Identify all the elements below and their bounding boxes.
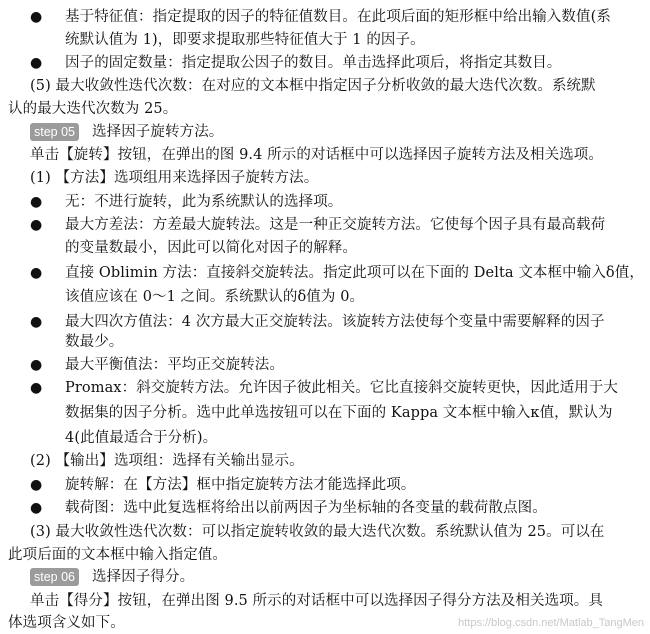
text-line: 基于特征值：指定提取的因子的特征值数目。在此项后面的矩形框中给出输入数值(系 [65, 9, 611, 25]
text-line: (5) 最大收敛性迭代次数：在对应的文本框中指定因子分析收敛的最大迭代次数。系统默 [30, 78, 596, 94]
bullet-icon: ● [30, 55, 43, 71]
bullet-icon: ● [30, 194, 43, 210]
text-line: 单击【得分】按钮，在弹出图 9.5 所示的对话框中可以选择因子得分方法及相关选项。具 [30, 593, 603, 609]
text-line: 无：不进行旋转，此为系统默认的选择项。 [65, 194, 343, 210]
text-line: 的变量数最小，因此可以简化对因子的解释。 [65, 240, 357, 256]
bullet-icon: ● [30, 357, 43, 373]
text-line: 该值应该在 0～1 之间。系统默认的δ值为 0。 [65, 289, 365, 305]
text-line: 单击【旋转】按钮，在弹出的图 9.4 所示的对话框中可以选择因子旋转方法及相关选项。 [30, 147, 603, 163]
text-line: (3) 最大收敛性迭代次数：可以指定旋转收敛的最大迭代次数。系统默认值为 25。可以在 [30, 524, 605, 540]
text-line: 最大方差法：方差最大旋转法。这是一种正交旋转方法。它使每个因子具有最高载荷 [65, 217, 606, 233]
bullet-icon: ● [30, 477, 43, 493]
text-line: 数最少。 [65, 334, 124, 350]
bullet-icon: ● [30, 217, 43, 233]
text-line: 旋转解：在【方法】框中指定旋转方法才能选择此项。 [65, 477, 416, 493]
text-line: 最大平衡值法：平均正交旋转法。 [65, 357, 284, 373]
bullet-icon: ● [30, 265, 43, 281]
text-line: 统默认值为 1)，即要求提取那些特征值大于 1 的因子。 [65, 32, 425, 48]
section-heading: 选择因子旋转方法。 [92, 124, 224, 140]
watermark: https://blog.csdn.net/Matlab_TangMen [458, 617, 644, 629]
text-line: 数据集的因子分析。选中此单选按钮可以在下面的 Kappa 文本框中输入κ值，默认为 [65, 405, 613, 421]
text-line: Promax：斜交旋转方法。允许因子彼此相关。它比直接斜交旋转更快，因此适用于大 [65, 380, 618, 396]
step-badge: step 06 [30, 568, 79, 586]
bullet-icon: ● [30, 9, 43, 25]
text-line: 载荷图：选中此复选框将给出以前两因子为坐标轴的各变量的载荷散点图。 [65, 500, 547, 516]
text-line: 此项后面的文本框中输入指定值。 [8, 547, 227, 563]
section-heading: 选择因子得分。 [92, 569, 195, 585]
text-line: 最大四次方值法：4 次方最大正交旋转法。该旋转方法使每个变量中需要解释的因子 [65, 314, 605, 330]
bullet-icon: ● [30, 500, 43, 516]
bullet-icon: ● [30, 314, 43, 330]
text-line: 体选项含义如下。 [8, 615, 125, 631]
text-line: 认的最大迭代次数为 25。 [8, 101, 178, 117]
text-line: 4(此值最适合于分析)。 [65, 430, 218, 446]
text-line: 因子的固定数量：指定提取公因子的数目。单击选择此项后，将指定其数目。 [65, 55, 562, 71]
text-line: (1) 【方法】选项组用来选择因子旋转方法。 [30, 170, 319, 186]
step-badge: step 05 [30, 123, 79, 141]
text-line: 直接 Oblimin 方法：直接斜交旋转法。指定此项可以在下面的 Delta 文本框中输入δ值， [65, 265, 644, 281]
bullet-icon: ● [30, 380, 43, 396]
text-line: (2) 【输出】选项组：选择有关输出显示。 [30, 453, 304, 469]
